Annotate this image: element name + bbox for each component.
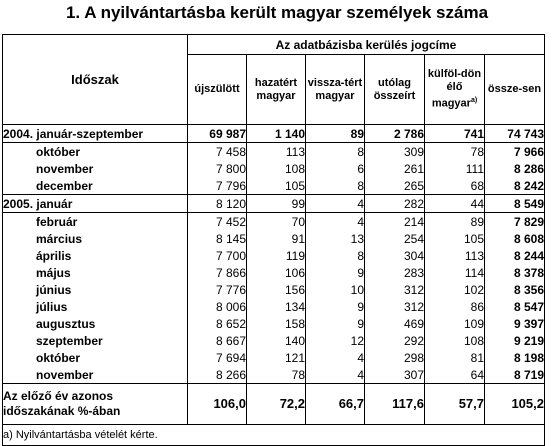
footnote-mark: a): [470, 97, 478, 105]
cell-value: 9 219: [485, 332, 545, 349]
period-header: Időszak: [3, 35, 188, 125]
cell-value: 8 719: [485, 366, 545, 384]
table-row: [3, 125, 545, 143]
cell-value: 4: [306, 366, 365, 384]
cell-value: 6: [306, 160, 365, 177]
cell-value: 114: [425, 264, 485, 281]
percent-row-label: Az előző év azonos időszakának %-ában: [3, 384, 188, 425]
cell-value: 8 378: [485, 264, 545, 281]
cell-value: 8: [306, 247, 365, 264]
cell-value: 307: [365, 366, 425, 384]
cell-value: 68: [425, 177, 485, 195]
cell-value: 7 694: [188, 349, 247, 366]
cell-value: 7 458: [188, 143, 247, 161]
cell-value: 214: [365, 213, 425, 231]
group-header: Az adatbázisba kerülés jogcíme: [188, 35, 545, 55]
cell-value: 265: [365, 177, 425, 195]
footnote: a) Nyilvántartásba vételét kérte.: [3, 425, 545, 446]
cell-value: 13: [306, 230, 365, 247]
row-label: október: [3, 349, 188, 366]
cell-value: 8 244: [485, 247, 545, 264]
table-row: [3, 143, 545, 161]
row-label: augusztus: [3, 315, 188, 332]
cell-value: 91: [247, 230, 306, 247]
row-label: november: [3, 366, 188, 384]
percent-value: 66,7: [306, 384, 365, 425]
cell-value: 4: [306, 213, 365, 231]
row-label: április: [3, 247, 188, 264]
col-header-later-registered: utólag összeírt: [365, 55, 425, 125]
table-row: [3, 366, 545, 384]
cell-value: 7 800: [188, 160, 247, 177]
cell-value: 8 667: [188, 332, 247, 349]
row-label: november: [3, 160, 188, 177]
row-label: május: [3, 264, 188, 281]
cell-value: 89: [425, 213, 485, 231]
cell-value: 108: [247, 160, 306, 177]
cell-value: 7 966: [485, 143, 545, 161]
table-row: [3, 281, 545, 298]
cell-value: 109: [425, 315, 485, 332]
cell-value: 7 452: [188, 213, 247, 231]
cell-value: 7 866: [188, 264, 247, 281]
cell-value: 312: [365, 281, 425, 298]
cell-value: 105: [425, 230, 485, 247]
cell-value: 8 006: [188, 298, 247, 315]
cell-value: 69 987: [188, 125, 247, 143]
row-label: július: [3, 298, 188, 315]
cell-value: 298: [365, 349, 425, 366]
cell-value: 9: [306, 315, 365, 332]
cell-value: 106: [247, 264, 306, 281]
cell-value: 8 266: [188, 366, 247, 384]
table-row: [3, 230, 545, 247]
table-row: [3, 177, 545, 195]
cell-value: 86: [425, 298, 485, 315]
cell-value: 102: [425, 281, 485, 298]
cell-value: 158: [247, 315, 306, 332]
cell-value: 7 796: [188, 177, 247, 195]
cell-value: 1 140: [247, 125, 306, 143]
cell-value: 282: [365, 195, 425, 213]
cell-value: 140: [247, 332, 306, 349]
data-table: [2, 34, 545, 446]
cell-value: 119: [247, 247, 306, 264]
cell-value: 8 242: [485, 177, 545, 195]
cell-value: 8 356: [485, 281, 545, 298]
cell-value: 121: [247, 349, 306, 366]
cell-value: 70: [247, 213, 306, 231]
row-label: március: [3, 230, 188, 247]
cell-value: 78: [247, 366, 306, 384]
row-label: február: [3, 213, 188, 231]
table-title: 1. A nyilvántartásba került magyar személyek száma: [65, 3, 489, 22]
col-header-returned-back: vissza-tért magyar: [306, 55, 365, 125]
cell-value: 9: [306, 298, 365, 315]
table-row: [3, 195, 545, 213]
cell-value: 8 145: [188, 230, 247, 247]
cell-value: 8 120: [188, 195, 247, 213]
cell-value: 44: [425, 195, 485, 213]
percent-value: 106,0: [188, 384, 247, 425]
cell-value: 292: [365, 332, 425, 349]
cell-value: 8 549: [485, 195, 545, 213]
table-row: [3, 298, 545, 315]
cell-value: 8 608: [485, 230, 545, 247]
cell-value: 10: [306, 281, 365, 298]
cell-value: 304: [365, 247, 425, 264]
row-label: október: [3, 143, 188, 161]
percent-value: 57,7: [425, 384, 485, 425]
percent-value: 117,6: [365, 384, 425, 425]
table-row: [3, 213, 545, 231]
cell-value: 283: [365, 264, 425, 281]
cell-value: 7 829: [485, 213, 545, 231]
table-row: [3, 332, 545, 349]
cell-value: 64: [425, 366, 485, 384]
cell-value: 108: [425, 332, 485, 349]
cell-value: 312: [365, 298, 425, 315]
table-row: [3, 160, 545, 177]
row-label: 2004. január-szeptember: [3, 125, 188, 143]
percent-value: 105,2: [485, 384, 545, 425]
cell-value: 8 286: [485, 160, 545, 177]
cell-value: 12: [306, 332, 365, 349]
cell-value: 111: [425, 160, 485, 177]
row-label: december: [3, 177, 188, 195]
col-header-abroad-label: külföl-dön élő magyar: [427, 68, 482, 110]
cell-value: 254: [365, 230, 425, 247]
cell-value: 89: [306, 125, 365, 143]
table-row: [3, 264, 545, 281]
cell-value: 74 743: [485, 125, 545, 143]
row-label: szeptember: [3, 332, 188, 349]
table-row: [3, 247, 545, 264]
cell-value: 7 776: [188, 281, 247, 298]
col-header-total: össze-sen: [485, 55, 545, 125]
col-header-newborn: újszülött: [188, 55, 247, 125]
cell-value: 81: [425, 349, 485, 366]
cell-value: 8 547: [485, 298, 545, 315]
cell-value: 8 652: [188, 315, 247, 332]
row-label: június: [3, 281, 188, 298]
col-header-returned: hazatért magyar: [247, 55, 306, 125]
cell-value: 4: [306, 195, 365, 213]
cell-value: 99: [247, 195, 306, 213]
cell-value: 113: [425, 247, 485, 264]
cell-value: 105: [247, 177, 306, 195]
cell-value: 309: [365, 143, 425, 161]
cell-value: 78: [425, 143, 485, 161]
cell-value: 469: [365, 315, 425, 332]
cell-value: 113: [247, 143, 306, 161]
cell-value: 134: [247, 298, 306, 315]
cell-value: 7 700: [188, 247, 247, 264]
cell-value: 8: [306, 177, 365, 195]
cell-value: 9 397: [485, 315, 545, 332]
cell-value: 8: [306, 143, 365, 161]
cell-value: 2 786: [365, 125, 425, 143]
cell-value: 261: [365, 160, 425, 177]
cell-value: 741: [425, 125, 485, 143]
cell-value: 8 198: [485, 349, 545, 366]
col-header-abroad: [425, 55, 485, 125]
percent-value: 72,2: [247, 384, 306, 425]
table-row: [3, 315, 545, 332]
cell-value: 156: [247, 281, 306, 298]
cell-value: 9: [306, 264, 365, 281]
cell-value: 4: [306, 349, 365, 366]
row-label: 2005. január: [3, 195, 188, 213]
table-row: [3, 349, 545, 366]
